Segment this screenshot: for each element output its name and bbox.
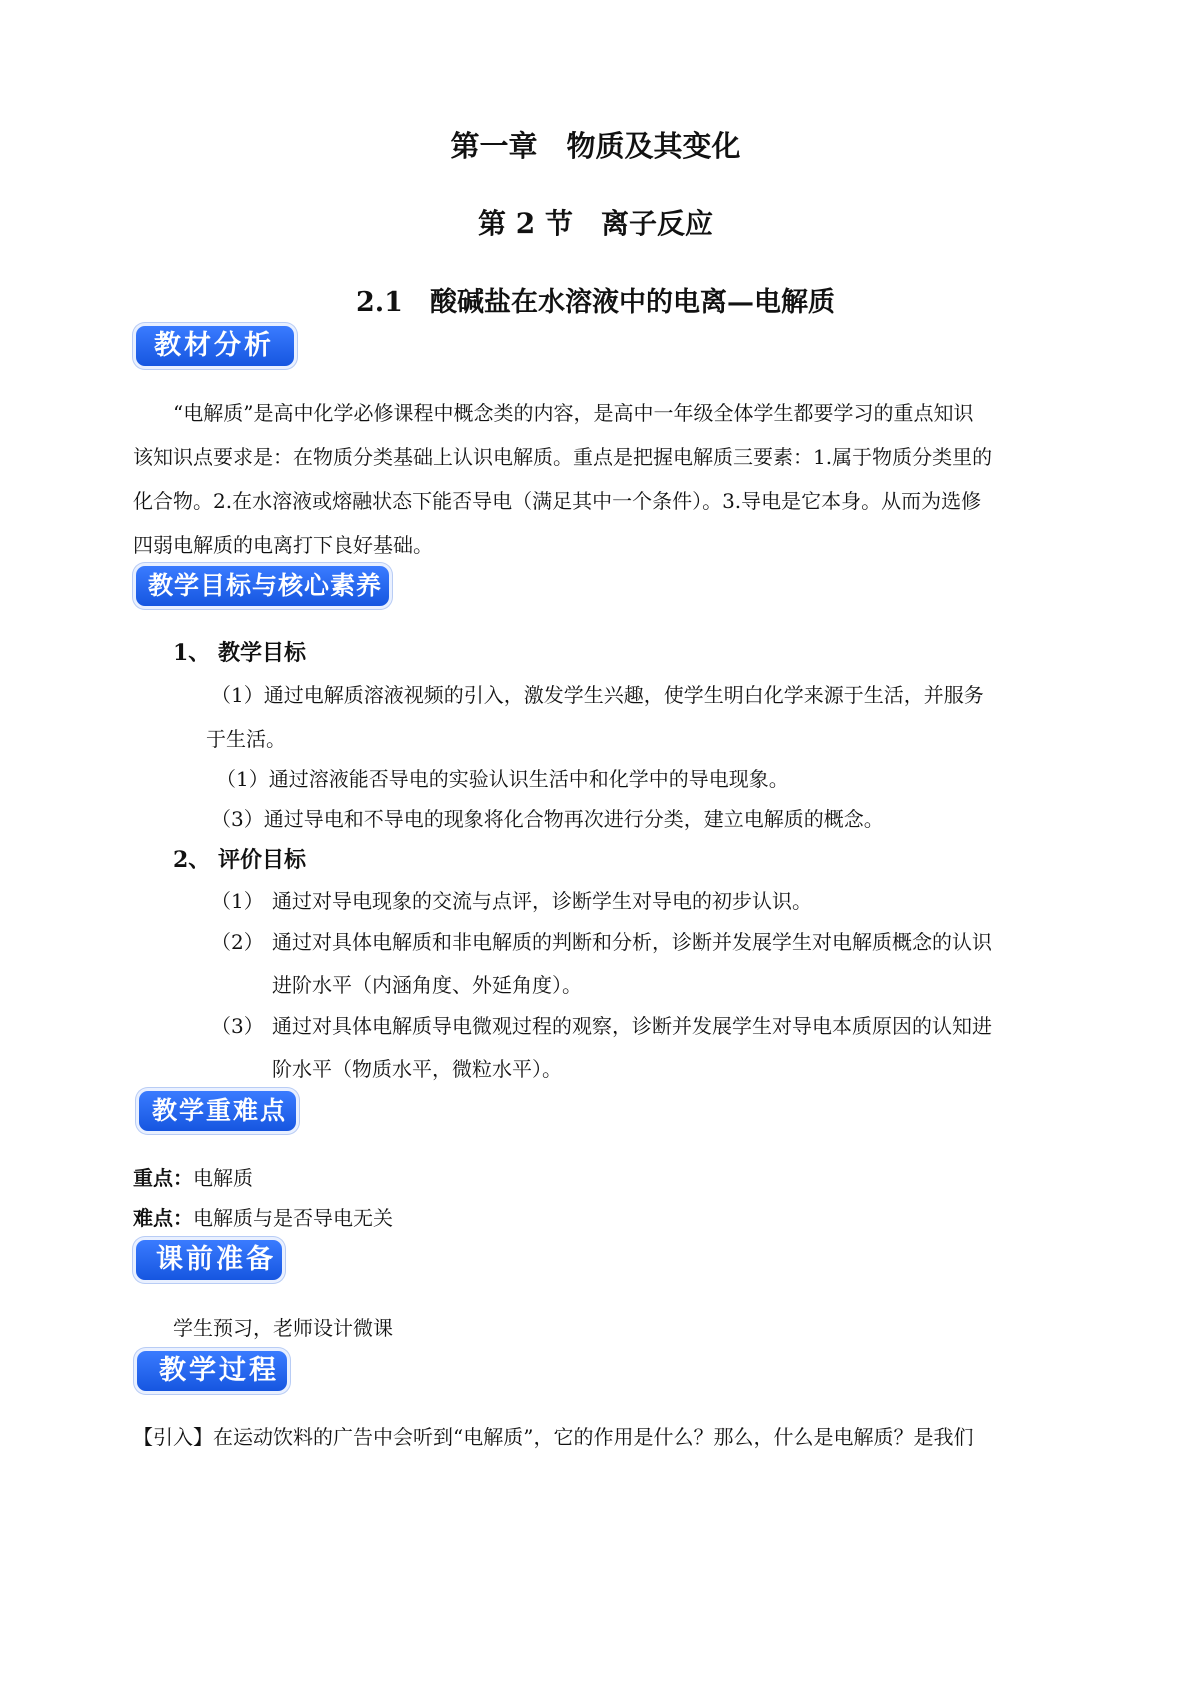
badge-prep: 课前准备: [136, 1240, 282, 1280]
eval-item-2-num: （2）: [211, 930, 264, 954]
teaching-goal-3: （3）通过导电和不导电的现象将化合物再次进行分类，建立电解质的概念。: [211, 807, 884, 831]
badge-process: 教学过程: [137, 1351, 287, 1391]
analysis-line-1: “电解质”是高中化学必修课程中概念类的内容，是高中一年级全体学生都要学习的重点知识: [173, 401, 974, 425]
key-point-text: 电解质: [193, 1166, 253, 1190]
eval-item-3-num: （3）: [211, 1014, 264, 1038]
eval-item-3-cont: 阶水平（物质水平，微粒水平）。: [272, 1057, 562, 1081]
prep-text: 学生预习，老师设计微课: [173, 1316, 393, 1340]
key-point-line: [133, 1162, 253, 1191]
analysis-line-4: 四弱电解质的电离打下良好基础。: [133, 533, 433, 557]
badge-keypoints: 教学重难点: [139, 1091, 296, 1131]
hard-point-label: 难点：: [133, 1206, 193, 1230]
chapter-title: 第一章 物质及其变化: [450, 129, 741, 163]
teaching-goal-1-cont: 于生活。: [206, 727, 286, 751]
badge-goals: 教学目标与核心素养: [136, 566, 389, 606]
section-title: 第 2 节 离子反应: [478, 207, 713, 240]
subsection-title: 2.1 酸碱盐在水溶液中的电离—电解质: [356, 287, 835, 318]
process-intro-label: 【引入】: [133, 1425, 213, 1449]
eval-item-1-text: 通过对导电现象的交流与点评，诊断学生对导电的初步认识。: [272, 889, 812, 913]
eval-goals-heading: 2、 评价目标: [173, 847, 306, 873]
eval-item-1-num: （1）: [211, 889, 264, 913]
teaching-goal-1: （1）通过电解质溶液视频的引入，激发学生兴趣，使学生明白化学来源于生活，并服务: [211, 683, 984, 707]
key-point-label: 重点：: [133, 1166, 193, 1190]
teaching-goals-heading: 1、 教学目标: [173, 640, 306, 666]
hard-point-text: 电解质与是否导电无关: [193, 1206, 393, 1230]
hard-point-line: [133, 1202, 393, 1231]
eval-item-2-text: 通过对具体电解质和非电解质的判断和分析，诊断并发展学生对电解质概念的认识: [272, 930, 992, 954]
eval-item-3-text: 通过对具体电解质导电微观过程的观察，诊断并发展学生对导电本质原因的认知进: [272, 1014, 992, 1038]
eval-item-2-cont: 进阶水平（内涵角度、外延角度）。: [272, 973, 582, 997]
analysis-line-3: 化合物。2.在水溶液或熔融状态下能否导电（满足其中一个条件）。3.导电是它本身。从而为选修: [133, 489, 982, 513]
process-intro-line: [133, 1421, 973, 1450]
badge-textbook-analysis: 教材分析: [136, 326, 294, 366]
process-intro-text: 在运动饮料的广告中会听到“电解质”，它的作用是什么？那么，什么是电解质？是我们: [213, 1425, 974, 1449]
analysis-line-2: 该知识点要求是：在物质分类基础上认识电解质。重点是把握电解质三要素：1.属于物质分类里的: [133, 445, 993, 469]
teaching-goal-2: （1）通过溶液能否导电的实验认识生活中和化学中的导电现象。: [216, 767, 789, 791]
